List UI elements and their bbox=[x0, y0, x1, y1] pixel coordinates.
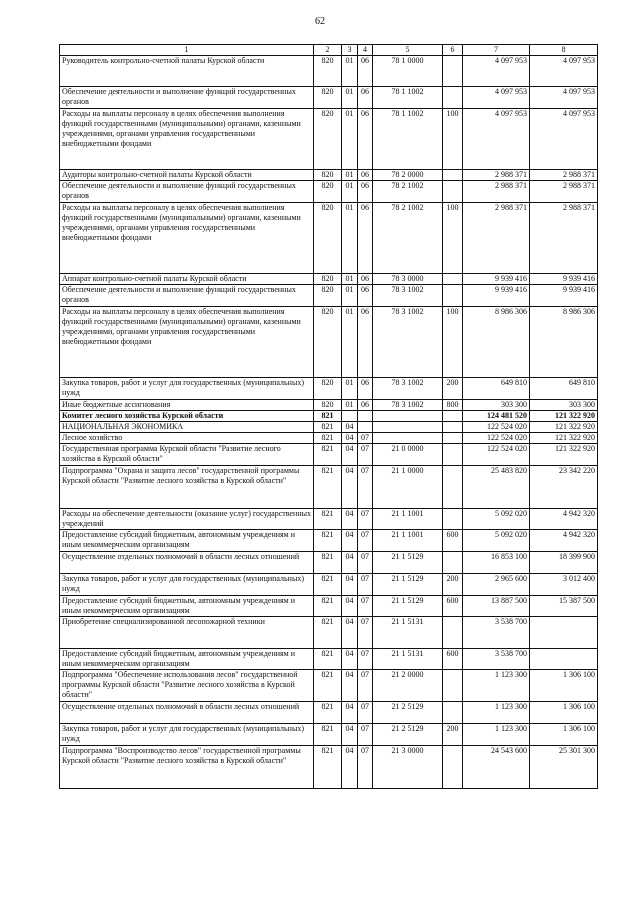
row-amount-year2: 9 939 416 bbox=[530, 274, 598, 285]
col-header-7: 7 bbox=[463, 45, 530, 56]
table-row bbox=[60, 87, 598, 109]
row-amount-year2: 4 097 953 bbox=[530, 56, 598, 87]
row-target-code: 78 3 1002 bbox=[373, 378, 443, 400]
row-amount-year2: 8 986 306 bbox=[530, 307, 598, 378]
row-expense-type bbox=[443, 670, 463, 702]
table-row bbox=[60, 596, 598, 617]
row-amount-year1: 2 988 371 bbox=[463, 203, 530, 274]
row-subsection: 06 bbox=[358, 285, 373, 307]
row-subsection: 06 bbox=[358, 274, 373, 285]
row-name: Осуществление отдельных полномочий в области лесных отношений bbox=[60, 702, 314, 724]
row-target-code bbox=[373, 422, 443, 433]
row-amount-year1: 303 300 bbox=[463, 400, 530, 411]
row-subsection: 07 bbox=[358, 530, 373, 552]
row-amount-year2: 1 306 100 bbox=[530, 670, 598, 702]
table-row bbox=[60, 411, 598, 422]
col-header-4: 4 bbox=[358, 45, 373, 56]
row-admin-code: 820 bbox=[314, 170, 342, 181]
row-subsection: 07 bbox=[358, 574, 373, 596]
row-name: Обеспечение деятельности и выполнение функций государственных органов bbox=[60, 285, 314, 307]
row-section: 04 bbox=[342, 509, 358, 530]
row-amount-year1: 122 524 020 bbox=[463, 433, 530, 444]
row-subsection: 06 bbox=[358, 203, 373, 274]
row-target-code bbox=[373, 411, 443, 422]
row-admin-code: 821 bbox=[314, 552, 342, 574]
row-amount-year1: 124 481 520 bbox=[463, 411, 530, 422]
row-expense-type bbox=[443, 433, 463, 444]
table-row bbox=[60, 670, 598, 702]
row-admin-code: 820 bbox=[314, 203, 342, 274]
row-expense-type bbox=[443, 509, 463, 530]
table-row bbox=[60, 746, 598, 789]
row-expense-type bbox=[443, 274, 463, 285]
table-row bbox=[60, 422, 598, 433]
row-amount-year1: 4 097 953 bbox=[463, 109, 530, 170]
row-subsection: 07 bbox=[358, 702, 373, 724]
row-expense-type: 200 bbox=[443, 724, 463, 746]
row-amount-year2: 121 322 920 bbox=[530, 422, 598, 433]
row-expense-type bbox=[443, 170, 463, 181]
row-admin-code: 820 bbox=[314, 56, 342, 87]
row-section bbox=[342, 411, 358, 422]
table-row bbox=[60, 400, 598, 411]
row-amount-year2: 1 306 100 bbox=[530, 702, 598, 724]
row-target-code: 21 1 0000 bbox=[373, 466, 443, 509]
row-subsection: 06 bbox=[358, 307, 373, 378]
row-amount-year1: 2 988 371 bbox=[463, 181, 530, 203]
row-amount-year2: 4 942 320 bbox=[530, 530, 598, 552]
table-row bbox=[60, 378, 598, 400]
row-expense-type bbox=[443, 552, 463, 574]
row-target-code: 78 3 0000 bbox=[373, 274, 443, 285]
row-amount-year1: 13 887 500 bbox=[463, 596, 530, 617]
row-name: Предоставление субсидий бюджетным, автономным учреждениям и иным некоммерческим организациям bbox=[60, 530, 314, 552]
row-admin-code: 821 bbox=[314, 649, 342, 670]
row-expense-type: 200 bbox=[443, 378, 463, 400]
table-row bbox=[60, 574, 598, 596]
table-header bbox=[60, 45, 598, 56]
row-subsection: 07 bbox=[358, 466, 373, 509]
row-expense-type bbox=[443, 617, 463, 649]
row-admin-code: 820 bbox=[314, 285, 342, 307]
row-amount-year2: 303 300 bbox=[530, 400, 598, 411]
row-section: 01 bbox=[342, 87, 358, 109]
row-name: Обеспечение деятельности и выполнение функций государственных органов bbox=[60, 87, 314, 109]
row-admin-code: 821 bbox=[314, 724, 342, 746]
row-name: Комитет лесного хозяйства Курской области bbox=[60, 411, 314, 422]
table-row bbox=[60, 649, 598, 670]
table-row bbox=[60, 307, 598, 378]
row-subsection: 06 bbox=[358, 87, 373, 109]
row-expense-type: 600 bbox=[443, 530, 463, 552]
row-name: Осуществление отдельных полномочий в области лесных отношений bbox=[60, 552, 314, 574]
table-row bbox=[60, 617, 598, 649]
row-section: 04 bbox=[342, 466, 358, 509]
row-name: Государственная программа Курской области "Развитие лесного хозяйства в Курской области" bbox=[60, 444, 314, 466]
row-target-code: 78 1 1002 bbox=[373, 109, 443, 170]
row-expense-type: 600 bbox=[443, 649, 463, 670]
row-expense-type: 600 bbox=[443, 596, 463, 617]
col-header-8: 8 bbox=[530, 45, 598, 56]
row-section: 04 bbox=[342, 702, 358, 724]
row-subsection: 07 bbox=[358, 724, 373, 746]
col-header-6: 6 bbox=[443, 45, 463, 56]
row-subsection: 07 bbox=[358, 596, 373, 617]
row-target-code: 78 3 1002 bbox=[373, 307, 443, 378]
row-target-code: 21 1 1001 bbox=[373, 530, 443, 552]
row-admin-code: 820 bbox=[314, 87, 342, 109]
row-section: 04 bbox=[342, 596, 358, 617]
row-expense-type bbox=[443, 702, 463, 724]
row-section: 04 bbox=[342, 574, 358, 596]
row-subsection: 07 bbox=[358, 444, 373, 466]
table-row bbox=[60, 274, 598, 285]
row-expense-type bbox=[443, 466, 463, 509]
row-amount-year1: 4 097 953 bbox=[463, 87, 530, 109]
row-name: Приобретение специализированной лесопожарной техники bbox=[60, 617, 314, 649]
row-target-code: 21 0 0000 bbox=[373, 444, 443, 466]
row-target-code: 78 3 1002 bbox=[373, 400, 443, 411]
row-section: 04 bbox=[342, 433, 358, 444]
row-admin-code: 821 bbox=[314, 596, 342, 617]
row-subsection: 07 bbox=[358, 509, 373, 530]
row-subsection: 06 bbox=[358, 181, 373, 203]
row-amount-year1: 649 810 bbox=[463, 378, 530, 400]
table-row bbox=[60, 285, 598, 307]
row-target-code: 78 2 1002 bbox=[373, 181, 443, 203]
row-expense-type bbox=[443, 181, 463, 203]
row-section: 04 bbox=[342, 724, 358, 746]
row-name: Подпрограмма "Обеспечение использования лесов" государственной программы Курской области "Развитие лесного хозяйства в Курской области" bbox=[60, 670, 314, 702]
row-expense-type bbox=[443, 87, 463, 109]
row-amount-year1: 1 123 300 bbox=[463, 702, 530, 724]
row-amount-year1: 8 986 306 bbox=[463, 307, 530, 378]
row-section: 01 bbox=[342, 307, 358, 378]
row-target-code: 78 1 1002 bbox=[373, 87, 443, 109]
row-target-code: 21 2 5129 bbox=[373, 724, 443, 746]
table-row bbox=[60, 170, 598, 181]
row-name: Расходы на выплаты персоналу в целях обеспечения выполнения функций государственными (муниципальными) органами, казенными учреждениями, органами управления государственными внебюджетными фондами bbox=[60, 203, 314, 274]
row-admin-code: 820 bbox=[314, 400, 342, 411]
row-name: Подпрограмма "Охрана и защита лесов" государственной программы Курской области "Развитие лесного хозяйства в Курской области" bbox=[60, 466, 314, 509]
row-target-code: 78 1 0000 bbox=[373, 56, 443, 87]
row-name: Лесное хозяйство bbox=[60, 433, 314, 444]
row-target-code: 21 1 5129 bbox=[373, 596, 443, 617]
row-amount-year2: 1 306 100 bbox=[530, 724, 598, 746]
row-expense-type bbox=[443, 285, 463, 307]
row-subsection: 06 bbox=[358, 109, 373, 170]
row-expense-type: 100 bbox=[443, 307, 463, 378]
row-admin-code: 821 bbox=[314, 617, 342, 649]
row-section: 01 bbox=[342, 109, 358, 170]
row-target-code: 78 3 1002 bbox=[373, 285, 443, 307]
row-name: Предоставление субсидий бюджетным, автономным учреждениям и иным некоммерческим организациям bbox=[60, 649, 314, 670]
row-amount-year2: 2 988 371 bbox=[530, 181, 598, 203]
row-section: 04 bbox=[342, 670, 358, 702]
row-section: 04 bbox=[342, 444, 358, 466]
row-target-code: 21 2 5129 bbox=[373, 702, 443, 724]
row-admin-code: 821 bbox=[314, 530, 342, 552]
row-amount-year1: 24 543 600 bbox=[463, 746, 530, 789]
row-admin-code: 821 bbox=[314, 509, 342, 530]
row-section: 04 bbox=[342, 617, 358, 649]
row-subsection bbox=[358, 411, 373, 422]
row-admin-code: 820 bbox=[314, 181, 342, 203]
row-amount-year2: 18 399 900 bbox=[530, 552, 598, 574]
table-row bbox=[60, 702, 598, 724]
row-section: 04 bbox=[342, 746, 358, 789]
table-row bbox=[60, 181, 598, 203]
row-amount-year1: 1 123 300 bbox=[463, 670, 530, 702]
row-admin-code: 821 bbox=[314, 702, 342, 724]
row-subsection bbox=[358, 422, 373, 433]
row-target-code: 21 1 1001 bbox=[373, 509, 443, 530]
row-admin-code: 820 bbox=[314, 307, 342, 378]
row-admin-code: 821 bbox=[314, 466, 342, 509]
row-admin-code: 821 bbox=[314, 444, 342, 466]
page-number: 62 bbox=[315, 16, 325, 27]
col-header-3: 3 bbox=[342, 45, 358, 56]
table-row bbox=[60, 530, 598, 552]
row-section: 04 bbox=[342, 422, 358, 433]
row-expense-type bbox=[443, 746, 463, 789]
row-name: Руководитель контрольно-счетной палаты Курской области bbox=[60, 56, 314, 87]
row-amount-year1: 3 538 700 bbox=[463, 617, 530, 649]
row-amount-year1: 25 483 820 bbox=[463, 466, 530, 509]
row-section: 01 bbox=[342, 400, 358, 411]
row-section: 01 bbox=[342, 285, 358, 307]
row-amount-year2: 4 097 953 bbox=[530, 109, 598, 170]
row-name: Подпрограмма "Воспроизводство лесов" государственной программы Курской области "Развитие лесного хозяйства в Курской области" bbox=[60, 746, 314, 789]
row-expense-type bbox=[443, 411, 463, 422]
row-section: 01 bbox=[342, 181, 358, 203]
table-row bbox=[60, 724, 598, 746]
row-target-code: 21 1 5131 bbox=[373, 617, 443, 649]
budget-table bbox=[59, 44, 598, 789]
row-amount-year2 bbox=[530, 617, 598, 649]
row-name: НАЦИОНАЛЬНАЯ ЭКОНОМИКА bbox=[60, 422, 314, 433]
row-expense-type: 100 bbox=[443, 203, 463, 274]
row-amount-year2: 4 097 953 bbox=[530, 87, 598, 109]
row-admin-code: 820 bbox=[314, 109, 342, 170]
col-header-5: 5 bbox=[373, 45, 443, 56]
row-amount-year1: 16 853 100 bbox=[463, 552, 530, 574]
row-section: 04 bbox=[342, 552, 358, 574]
row-amount-year1: 2 988 371 bbox=[463, 170, 530, 181]
row-amount-year2: 9 939 416 bbox=[530, 285, 598, 307]
row-amount-year2: 3 012 400 bbox=[530, 574, 598, 596]
table-row bbox=[60, 433, 598, 444]
table-row bbox=[60, 203, 598, 274]
row-amount-year2: 25 301 300 bbox=[530, 746, 598, 789]
row-amount-year2: 649 810 bbox=[530, 378, 598, 400]
row-expense-type bbox=[443, 444, 463, 466]
row-admin-code: 821 bbox=[314, 411, 342, 422]
row-target-code: 21 1 5129 bbox=[373, 574, 443, 596]
row-amount-year1: 122 524 020 bbox=[463, 422, 530, 433]
row-name: Обеспечение деятельности и выполнение функций государственных органов bbox=[60, 181, 314, 203]
row-admin-code: 821 bbox=[314, 670, 342, 702]
row-amount-year1: 5 092 020 bbox=[463, 509, 530, 530]
row-amount-year2: 2 988 371 bbox=[530, 203, 598, 274]
row-target-code: 21 1 5131 bbox=[373, 649, 443, 670]
row-section: 01 bbox=[342, 203, 358, 274]
row-name: Аппарат контрольно-счетной палаты Курской области bbox=[60, 274, 314, 285]
row-section: 04 bbox=[342, 649, 358, 670]
row-section: 01 bbox=[342, 170, 358, 181]
row-subsection: 07 bbox=[358, 670, 373, 702]
row-subsection: 06 bbox=[358, 170, 373, 181]
row-subsection: 06 bbox=[358, 56, 373, 87]
row-amount-year1: 4 097 953 bbox=[463, 56, 530, 87]
row-name: Расходы на выплаты персоналу в целях обеспечения выполнения функций государственными (муниципальными) органами, казенными учреждениями, органами управления государственными внебюджетными фондами bbox=[60, 109, 314, 170]
row-subsection: 07 bbox=[358, 746, 373, 789]
row-name: Аудиторы контрольно-счетной палаты Курской области bbox=[60, 170, 314, 181]
row-amount-year1: 1 123 300 bbox=[463, 724, 530, 746]
row-amount-year1: 2 965 600 bbox=[463, 574, 530, 596]
table-row bbox=[60, 444, 598, 466]
row-amount-year1: 5 092 020 bbox=[463, 530, 530, 552]
col-header-1: 1 bbox=[60, 45, 314, 56]
row-amount-year2 bbox=[530, 649, 598, 670]
row-admin-code: 821 bbox=[314, 746, 342, 789]
row-name: Закупка товаров, работ и услуг для государственных (муниципальных) нужд bbox=[60, 378, 314, 400]
row-name: Предоставление субсидий бюджетным, автономным учреждениям и иным некоммерческим организациям bbox=[60, 596, 314, 617]
row-target-code: 21 3 0000 bbox=[373, 746, 443, 789]
row-amount-year1: 122 524 020 bbox=[463, 444, 530, 466]
row-amount-year2: 2 988 371 bbox=[530, 170, 598, 181]
row-admin-code: 820 bbox=[314, 274, 342, 285]
row-amount-year1: 3 538 700 bbox=[463, 649, 530, 670]
table-row bbox=[60, 466, 598, 509]
table-body bbox=[60, 56, 598, 789]
row-name: Закупка товаров, работ и услуг для государственных (муниципальных) нужд bbox=[60, 724, 314, 746]
row-name: Расходы на обеспечение деятельности (оказание услуг) государственных учреждений bbox=[60, 509, 314, 530]
row-subsection: 06 bbox=[358, 400, 373, 411]
row-target-code: 78 2 0000 bbox=[373, 170, 443, 181]
row-subsection: 06 bbox=[358, 378, 373, 400]
table-row bbox=[60, 552, 598, 574]
row-admin-code: 821 bbox=[314, 574, 342, 596]
row-amount-year2: 4 942 320 bbox=[530, 509, 598, 530]
row-amount-year2: 121 322 920 bbox=[530, 411, 598, 422]
row-subsection: 07 bbox=[358, 552, 373, 574]
row-target-code: 21 2 0000 bbox=[373, 670, 443, 702]
table-row bbox=[60, 56, 598, 87]
row-subsection: 07 bbox=[358, 649, 373, 670]
row-admin-code: 821 bbox=[314, 433, 342, 444]
row-name: Закупка товаров, работ и услуг для государственных (муниципальных) нужд bbox=[60, 574, 314, 596]
row-amount-year2: 23 342 220 bbox=[530, 466, 598, 509]
row-admin-code: 820 bbox=[314, 378, 342, 400]
row-section: 01 bbox=[342, 56, 358, 87]
row-expense-type bbox=[443, 56, 463, 87]
col-header-2: 2 bbox=[314, 45, 342, 56]
table-row bbox=[60, 109, 598, 170]
row-amount-year1: 9 939 416 bbox=[463, 274, 530, 285]
row-amount-year2: 121 322 920 bbox=[530, 444, 598, 466]
row-section: 04 bbox=[342, 530, 358, 552]
row-admin-code: 821 bbox=[314, 422, 342, 433]
row-section: 01 bbox=[342, 378, 358, 400]
table-row bbox=[60, 509, 598, 530]
row-name: Иные бюджетные ассигнования bbox=[60, 400, 314, 411]
row-subsection: 07 bbox=[358, 433, 373, 444]
row-amount-year1: 9 939 416 bbox=[463, 285, 530, 307]
row-expense-type: 800 bbox=[443, 400, 463, 411]
row-expense-type bbox=[443, 422, 463, 433]
row-name: Расходы на выплаты персоналу в целях обеспечения выполнения функций государственными (муниципальными) органами, казенными учреждениями, органами управления государственными внебюджетными фондами bbox=[60, 307, 314, 378]
row-target-code: 78 2 1002 bbox=[373, 203, 443, 274]
row-expense-type: 100 bbox=[443, 109, 463, 170]
row-expense-type: 200 bbox=[443, 574, 463, 596]
row-section: 01 bbox=[342, 274, 358, 285]
row-target-code bbox=[373, 433, 443, 444]
row-amount-year2: 121 322 920 bbox=[530, 433, 598, 444]
row-subsection: 07 bbox=[358, 617, 373, 649]
row-target-code: 21 1 5129 bbox=[373, 552, 443, 574]
row-amount-year2: 15 387 500 bbox=[530, 596, 598, 617]
